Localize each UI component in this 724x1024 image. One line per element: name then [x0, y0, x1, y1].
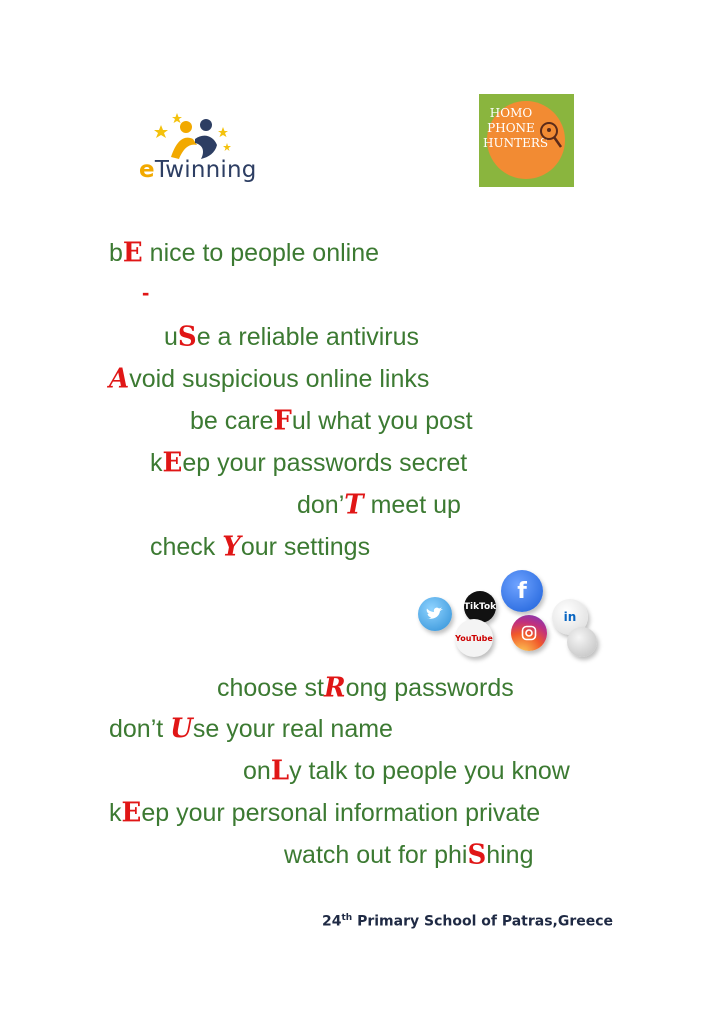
instagram-icon — [511, 615, 547, 651]
poem-line-11: kEep your personal information private — [109, 797, 541, 829]
etwinning-figures-icon — [131, 105, 273, 160]
poem-line-9: don’t Use your real name — [109, 713, 393, 745]
poem-line-8: choose stRong passwords — [217, 672, 514, 704]
etwinning-logo — [131, 105, 273, 190]
poem-line-2: uSe a reliable antivirus — [164, 321, 420, 353]
dash-mark: - — [142, 280, 150, 305]
poem-line-6: don’T meet up — [297, 489, 461, 521]
pin-back-icon — [567, 627, 597, 657]
bird-icon — [426, 607, 444, 622]
tiktok-icon: TikTok — [464, 591, 496, 623]
homophone-hunters-logo — [479, 94, 574, 187]
social-media-buttons — [415, 565, 605, 665]
poem-line-7: check Your settings — [150, 531, 371, 563]
twitter-icon — [418, 597, 452, 631]
linkedin-icon: in — [552, 599, 588, 635]
school-credit: 24th Primary School of Patras,Greece — [322, 913, 614, 930]
magnifier-icon — [537, 120, 563, 150]
poem-line-5: kEep your passwords secret — [150, 447, 468, 479]
poem-line-10: onLy talk to people you know — [243, 755, 570, 787]
poem-line-4: be careFul what you post — [190, 405, 473, 437]
poem-line-3: Avoid suspicious online links — [109, 363, 430, 395]
facebook-icon: f — [501, 570, 543, 612]
poem-line-1: bE nice to people online — [109, 237, 380, 269]
youtube-icon: YouTube — [455, 619, 493, 657]
camera-icon — [521, 625, 537, 641]
homophone-hunters-text: HOMO PHONE HUNTERS — [483, 106, 549, 150]
poem-line-12: watch out for phiShing — [284, 839, 534, 871]
etwinning-wordmark: eTwinning — [139, 157, 257, 183]
